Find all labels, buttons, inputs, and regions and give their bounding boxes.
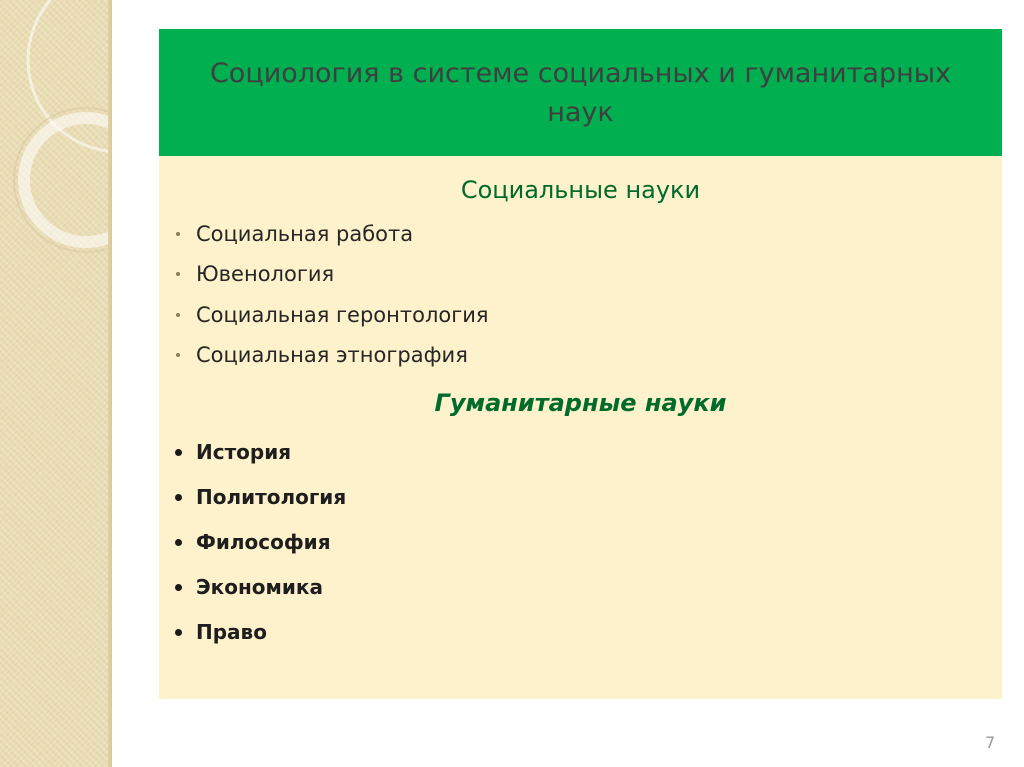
decorative-side-strip [0, 0, 112, 767]
bullet-icon [169, 572, 187, 602]
bullet-icon [169, 617, 187, 647]
slide-title-bar [159, 29, 1002, 156]
bullet-icon [169, 259, 187, 289]
bullet-icon [169, 340, 187, 370]
decorative-rings-icon [0, 0, 112, 767]
side-strip-edge [108, 0, 112, 767]
bullet-icon [169, 482, 187, 512]
bullet-icon [169, 300, 187, 330]
page-number: 7 [985, 733, 996, 752]
list-item [169, 340, 468, 370]
list-item-label: История [196, 440, 292, 464]
list-item-label: Социальная работа [196, 222, 414, 246]
list-item-label: Философия [196, 530, 331, 554]
list-item [169, 617, 267, 647]
bullet-icon [169, 527, 187, 557]
slide-title: Социология в системе социальных и гуманитарных наук [209, 57, 952, 128]
list-item [169, 437, 291, 467]
list-item [169, 527, 331, 557]
list-item [169, 219, 413, 249]
list-item-label: Право [196, 620, 267, 644]
list-item [169, 300, 489, 330]
list-item-label: Политология [196, 485, 347, 509]
list-item [169, 482, 346, 512]
list-item [169, 259, 334, 289]
bullet-icon [169, 437, 187, 467]
bullet-icon [169, 219, 187, 249]
content-panel [159, 156, 1002, 699]
list-item-label: Экономика [196, 575, 323, 599]
social-sciences-heading: Социальные науки [460, 176, 701, 204]
list-item [169, 572, 323, 602]
humanities-heading: Гуманитарные науки [434, 389, 727, 417]
list-item-label: Социальная этнография [196, 343, 468, 367]
list-item-label: Ювенология [196, 262, 335, 286]
list-item-label: Социальная геронтология [196, 303, 489, 327]
